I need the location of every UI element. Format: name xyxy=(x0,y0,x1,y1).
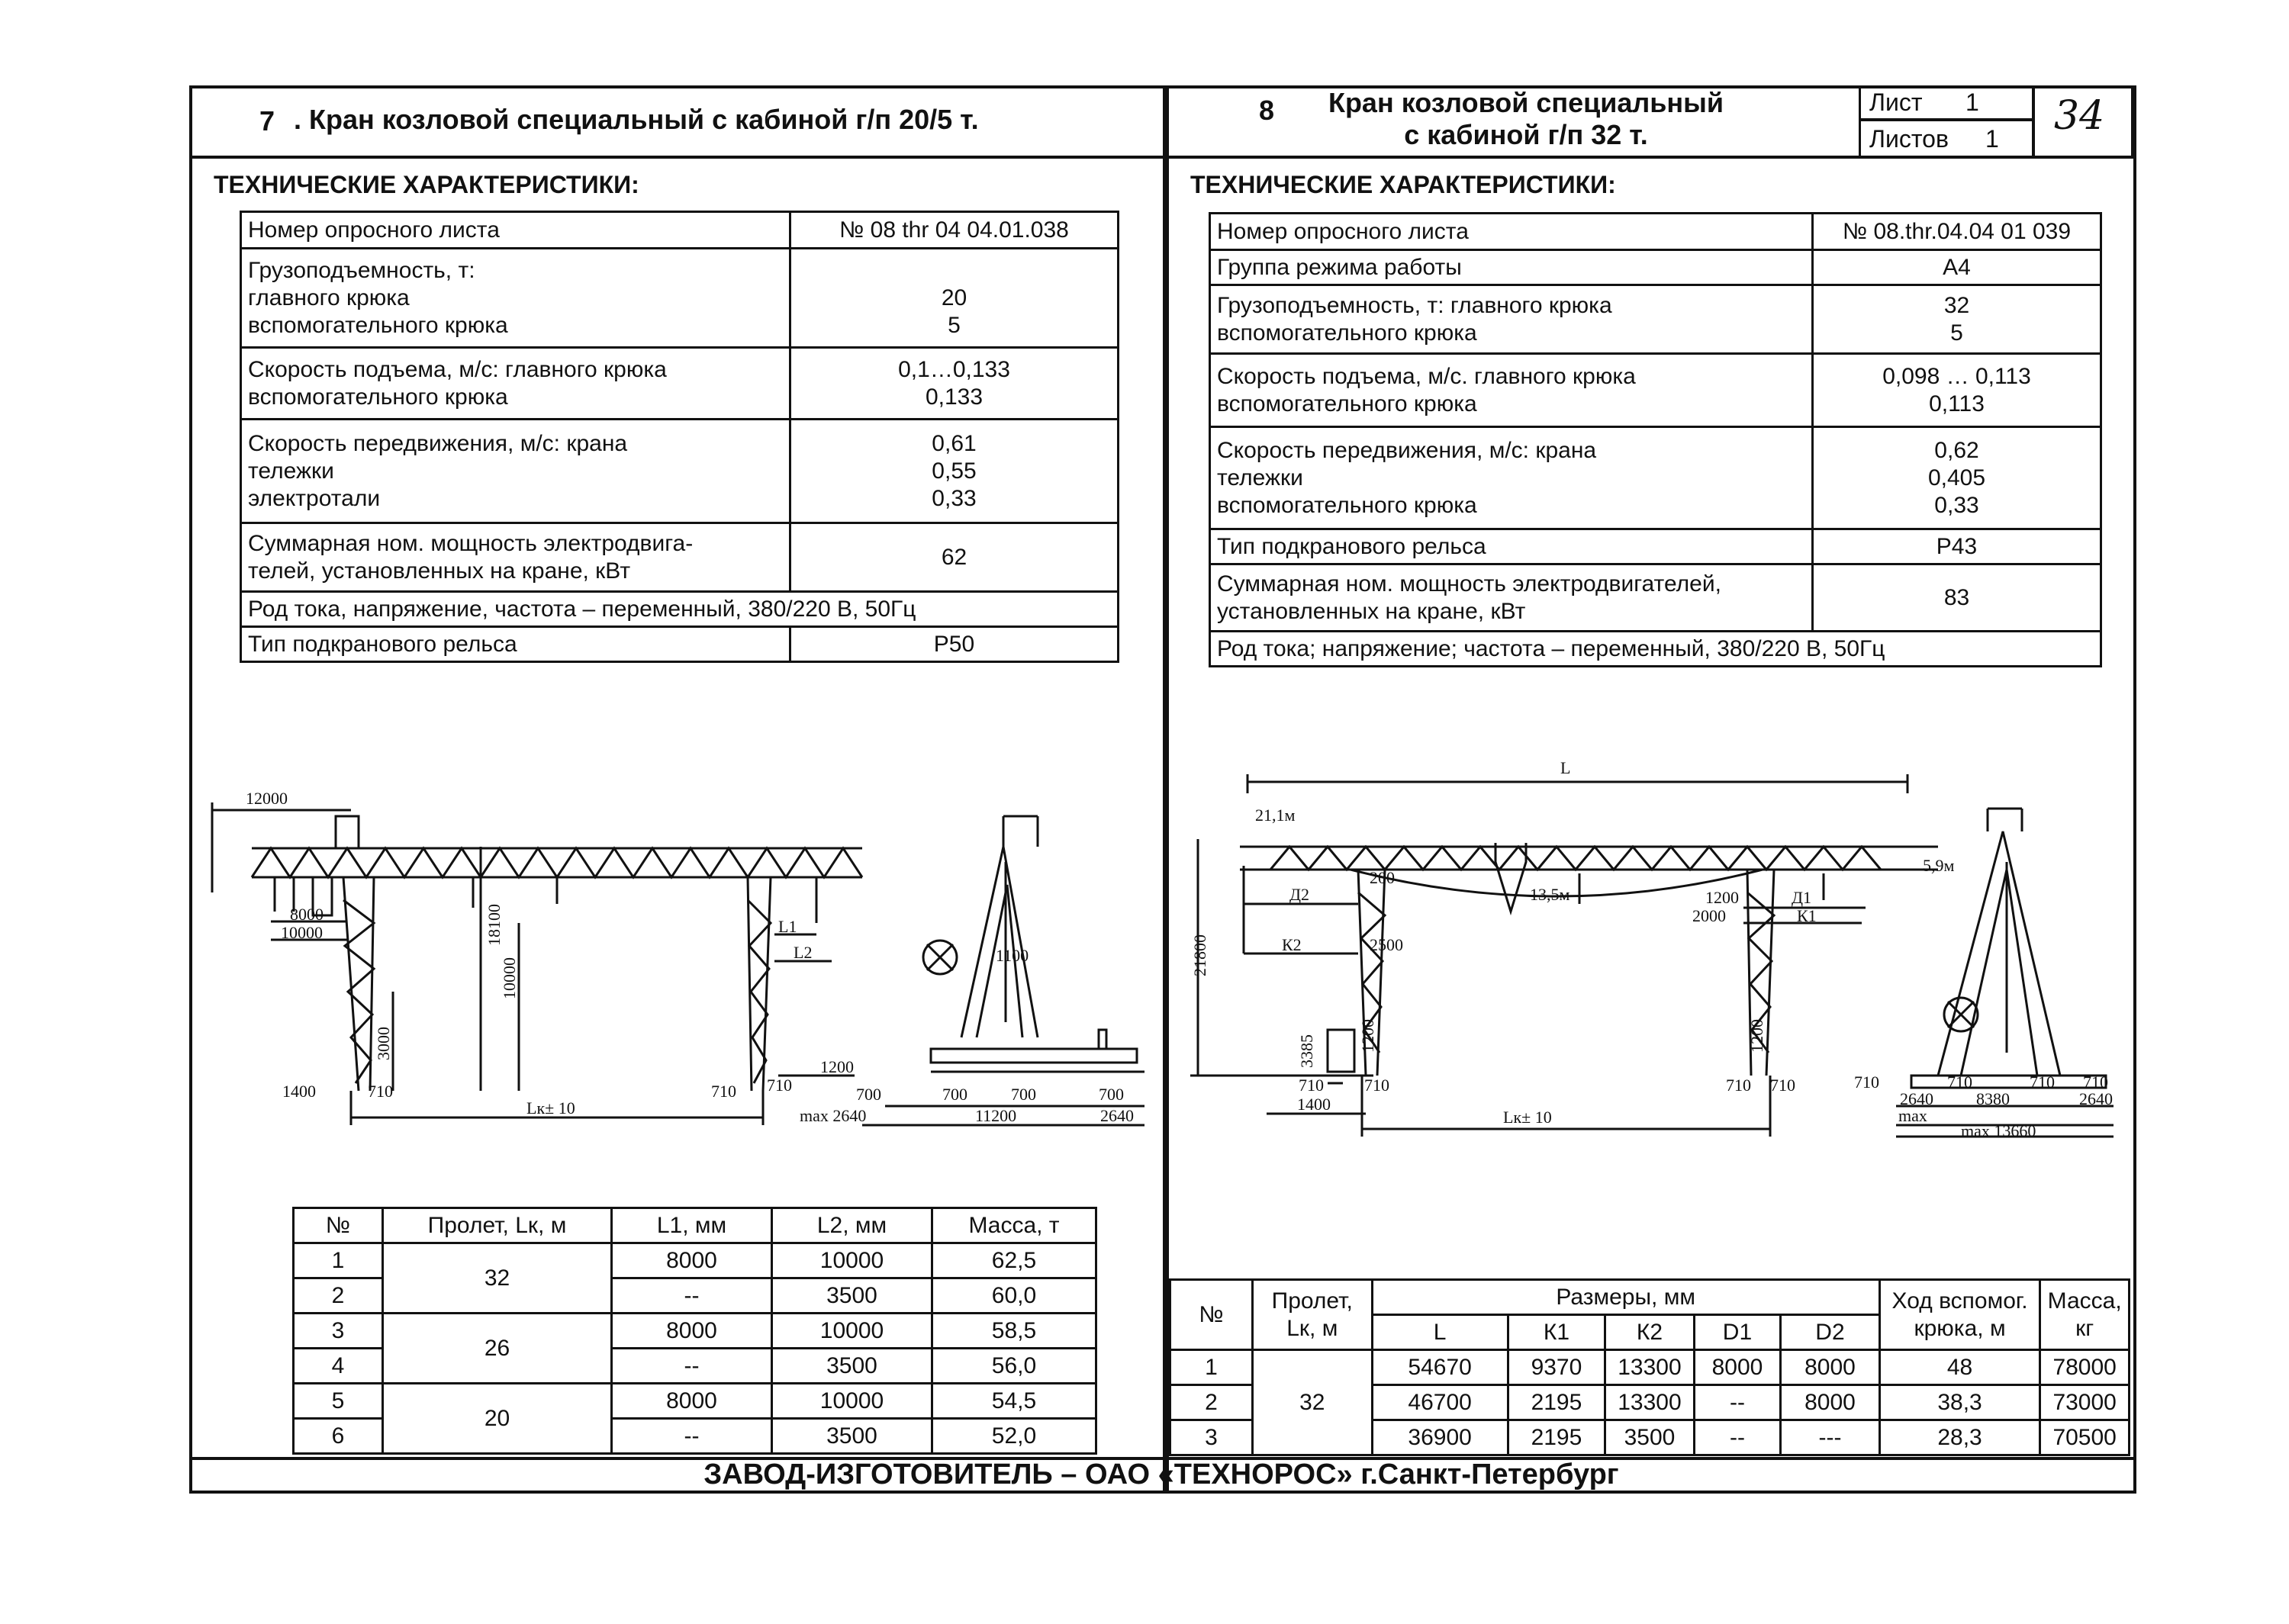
table-subheader: L xyxy=(1372,1315,1508,1350)
dim-label: 700 xyxy=(1011,1085,1036,1104)
cell: 36900 xyxy=(1372,1420,1508,1455)
cell: 5 xyxy=(294,1384,383,1419)
spec-value: 0,098 … 0,113 0,113 xyxy=(1813,354,2101,427)
table-header: № xyxy=(294,1208,383,1243)
cell: 46700 xyxy=(1372,1385,1508,1420)
spec-value: 62 xyxy=(790,523,1119,592)
dim-label: max 13660 xyxy=(1961,1121,2036,1140)
spec-value: 83 xyxy=(1813,564,2101,632)
dim-label: L xyxy=(1560,758,1571,777)
dim-label: 11200 xyxy=(975,1106,1017,1125)
dim-label: 2500 xyxy=(1370,935,1403,954)
table-subheader: D1 xyxy=(1694,1315,1780,1350)
cell: 2 xyxy=(294,1278,383,1314)
cell: 78000 xyxy=(2040,1350,2130,1385)
spec-value: Р50 xyxy=(790,627,1119,662)
dim-label: 1200 xyxy=(820,1057,854,1076)
spec-label: Грузоподъемность, т: главного крюка вспомогательного крюка xyxy=(241,249,790,348)
table-header: Масса, кг xyxy=(2040,1280,2130,1350)
spec-label: Род тока; напряжение; частота – переменный, 380/220 В, 50Гц xyxy=(1210,632,2101,667)
spec-label: Суммарная ном. мощность электродвига- телей, установленных на кране, кВт xyxy=(241,523,790,592)
dim-label: 710 xyxy=(368,1082,393,1101)
dim-label: 700 xyxy=(1099,1085,1124,1104)
cell: -- xyxy=(612,1278,772,1314)
cell: 10000 xyxy=(772,1384,932,1419)
right-dimension-table xyxy=(1169,1278,2130,1456)
left-crane-drawing xyxy=(198,770,1160,1137)
cell: 3 xyxy=(1170,1420,1253,1455)
cell: 8000 xyxy=(612,1384,772,1419)
dim-label: 2640 xyxy=(1100,1106,1134,1125)
cell: 10000 xyxy=(772,1243,932,1278)
sheets-label: Листов xyxy=(1869,125,1949,153)
dim-label: 1400 xyxy=(1297,1095,1331,1114)
cell: 20 xyxy=(383,1384,612,1454)
right-title-line2: с кабиной г/п 32 т. xyxy=(1404,119,1648,150)
table-header: Пролет, Lк, м xyxy=(383,1208,612,1243)
cell: 13300 xyxy=(1605,1385,1695,1420)
table-subheader: D2 xyxy=(1781,1315,1880,1350)
dim-label: 1400 xyxy=(282,1082,316,1101)
cell: 58,5 xyxy=(932,1314,1096,1349)
spec-label: Тип подкранового рельса xyxy=(1210,529,1813,564)
cell: 56,0 xyxy=(932,1349,1096,1384)
spec-label: Грузоподъемность, т: главного крюка вспомогательного крюка xyxy=(1210,285,1813,354)
table-header: Пролет, Lк, м xyxy=(1252,1280,1372,1350)
spec-value: № 08.thr.04.04 01 039 xyxy=(1813,214,2101,250)
spec-label: Род тока, напряжение, частота – переменный, 380/220 В, 50Гц xyxy=(241,592,1119,627)
dim-label: 21,1м xyxy=(1255,806,1296,825)
cell: 3500 xyxy=(772,1349,932,1384)
spec-label: Скорость передвижения, м/с: крана тележки электротали xyxy=(241,420,790,523)
dim-label: 8000 xyxy=(290,905,324,924)
cell: 3 xyxy=(294,1314,383,1349)
table-subheader: К2 xyxy=(1605,1315,1695,1350)
dim-label: К1 xyxy=(1797,906,1817,925)
spec-label: Скорость подъема, м/с: главного крюка вспомогательного крюка xyxy=(241,348,790,420)
sheets-value: 1 xyxy=(1985,125,1999,153)
dim-label: max 2640 xyxy=(800,1106,867,1125)
cell: -- xyxy=(1694,1420,1780,1455)
cell: 13300 xyxy=(1605,1350,1695,1385)
cell: -- xyxy=(1694,1385,1780,1420)
dim-label: 710 xyxy=(1947,1072,1972,1092)
dim-label: 5,9м xyxy=(1923,856,1955,875)
dim-label: 13,5м xyxy=(1530,885,1570,904)
dim-label: Lк± 10 xyxy=(526,1098,575,1118)
cell: 70500 xyxy=(2040,1420,2130,1455)
dim-label: 710 xyxy=(1854,1072,1879,1092)
dim-label: 10000 xyxy=(281,923,323,942)
spec-value: 0,61 0,55 0,33 xyxy=(790,420,1119,523)
cell: 2 xyxy=(1170,1385,1253,1420)
dim-label: Д1 xyxy=(1792,888,1812,907)
right-title-line1: Кран козловой специальный xyxy=(1328,87,1724,118)
cell: 4 xyxy=(294,1349,383,1384)
dim-label: 710 xyxy=(2030,1072,2055,1092)
dim-label: 710 xyxy=(1299,1076,1324,1095)
cell: 3500 xyxy=(772,1278,932,1314)
dim-label: 710 xyxy=(1770,1076,1795,1095)
left-dimension-table xyxy=(292,1207,1097,1455)
dim-label: 710 xyxy=(711,1082,736,1101)
dim-label: К2 xyxy=(1282,935,1302,954)
cell: 1 xyxy=(1170,1350,1253,1385)
sheet-value: 1 xyxy=(1965,88,1979,116)
left-number: 7 xyxy=(259,105,275,137)
spec-value: Р43 xyxy=(1813,529,2101,564)
cell: 28,3 xyxy=(1879,1420,2040,1455)
table-header: Размеры, мм xyxy=(1372,1280,1879,1315)
left-spec-heading: ТЕХНИЧЕСКИЕ ХАРАКТЕРИСТИКИ: xyxy=(214,171,639,198)
dim-label: 10000 xyxy=(500,957,519,999)
cell: -- xyxy=(612,1419,772,1454)
dim-label: 3000 xyxy=(374,1027,393,1060)
dim-label: 710 xyxy=(767,1076,792,1095)
dim-label: 710 xyxy=(1726,1076,1751,1095)
dim-label: 700 xyxy=(856,1085,881,1104)
dim-label: 710 xyxy=(2083,1072,2108,1092)
cell: 38,3 xyxy=(1879,1385,2040,1420)
page-number: 34 xyxy=(2054,93,2105,139)
dim-label: 1100 xyxy=(996,946,1029,965)
spec-value: 0,1…0,133 0,133 xyxy=(790,348,1119,420)
right-number: 8 xyxy=(1259,95,1275,126)
dim-label: 1200 xyxy=(1705,888,1739,907)
cell: 8000 xyxy=(612,1314,772,1349)
dim-label: 2640 xyxy=(1900,1089,1933,1108)
dim-label: 2640 xyxy=(2079,1089,2113,1108)
spec-label: Суммарная ном. мощность электродвигателей, установленных на кране, кВт xyxy=(1210,564,1813,632)
dim-label: 200 xyxy=(1370,868,1395,887)
dim-label: 1200 xyxy=(1358,1019,1377,1053)
spec-label: Номер опросного листа xyxy=(1210,214,1813,250)
table-subheader: К1 xyxy=(1508,1315,1605,1350)
spec-value: 0,62 0,405 0,33 xyxy=(1813,427,2101,529)
left-title-divider xyxy=(189,156,1166,159)
cell: 26 xyxy=(383,1314,612,1384)
table-row xyxy=(294,1243,1096,1278)
spec-label: Группа режима работы xyxy=(1210,250,1813,285)
dim-label: Lк± 10 xyxy=(1503,1108,1552,1127)
table-row xyxy=(294,1314,1096,1349)
table-header: № xyxy=(1170,1280,1253,1350)
right-spec-heading: ТЕХНИЧЕСКИЕ ХАРАКТЕРИСТИКИ: xyxy=(1190,171,1616,198)
dim-label: max xyxy=(1898,1106,1927,1125)
cell: 8000 xyxy=(1781,1350,1880,1385)
table-header: L2, мм xyxy=(772,1208,932,1243)
left-title: . Кран козловой специальный с кабиной г/п 20/5 т. xyxy=(294,104,979,135)
cell: 6 xyxy=(294,1419,383,1454)
dim-label: 18100 xyxy=(485,904,504,946)
cell: 60,0 xyxy=(932,1278,1096,1314)
sheet-label: Лист xyxy=(1869,88,1923,116)
manufacturer-footer: ЗАВОД-ИЗГОТОВИТЕЛЬ – ОАО «ТЕХНОРОС» г.Санкт-Петербург xyxy=(703,1458,1619,1491)
right-spec-table xyxy=(1209,212,2102,667)
spec-label: Тип подкранового рельса xyxy=(241,627,790,662)
cell: 8000 xyxy=(1694,1350,1780,1385)
dim-label: 12000 xyxy=(246,789,288,808)
spec-label: Скорость подъема, м/с. главного крюка вспомогательного крюка xyxy=(1210,354,1813,427)
cell: 32 xyxy=(383,1243,612,1314)
cell: 3500 xyxy=(1605,1420,1695,1455)
spec-value: № 08 thr 04 04.01.038 xyxy=(790,212,1119,249)
left-spec-table xyxy=(240,211,1119,663)
cell: 54670 xyxy=(1372,1350,1508,1385)
spec-value: 20 5 xyxy=(790,249,1119,348)
table-header: Масса, т xyxy=(932,1208,1096,1243)
sheet-box xyxy=(1859,85,2133,159)
cell: --- xyxy=(1781,1420,1880,1455)
table-row xyxy=(294,1384,1096,1419)
table-header: Ход вспомог. крюка, м xyxy=(1879,1280,2040,1350)
dim-label: 8380 xyxy=(1976,1089,2010,1108)
table-row xyxy=(1170,1350,2130,1385)
cell: 52,0 xyxy=(932,1419,1096,1454)
cell: 32 xyxy=(1252,1350,1372,1455)
dim-label: L2 xyxy=(794,943,813,962)
spec-value: А4 xyxy=(1813,250,2101,285)
dim-label: 710 xyxy=(1364,1076,1389,1095)
right-crane-drawing xyxy=(1175,748,2129,1152)
cell: 1 xyxy=(294,1243,383,1278)
dim-label: 700 xyxy=(942,1085,967,1104)
cell: 8000 xyxy=(612,1243,772,1278)
dim-label: L1 xyxy=(778,917,797,936)
cell: 62,5 xyxy=(932,1243,1096,1278)
spec-value: 32 5 xyxy=(1813,285,2101,354)
table-header: L1, мм xyxy=(612,1208,772,1243)
cell: 10000 xyxy=(772,1314,932,1349)
cell: 54,5 xyxy=(932,1384,1096,1419)
cell: 73000 xyxy=(2040,1385,2130,1420)
cell: 8000 xyxy=(1781,1385,1880,1420)
dim-label: 3385 xyxy=(1297,1034,1316,1068)
cell: -- xyxy=(612,1349,772,1384)
dim-label: 21800 xyxy=(1190,934,1209,976)
spec-label: Скорость передвижения, м/с: крана тележки вспомогательного крюка xyxy=(1210,427,1813,529)
dim-label: Д2 xyxy=(1289,885,1310,904)
cell: 2195 xyxy=(1508,1420,1605,1455)
cell: 9370 xyxy=(1508,1350,1605,1385)
cell: 3500 xyxy=(772,1419,932,1454)
cell: 48 xyxy=(1879,1350,2040,1385)
cell: 2195 xyxy=(1508,1385,1605,1420)
spec-label: Номер опросного листа xyxy=(241,212,790,249)
dim-label: 1200 xyxy=(1747,1019,1766,1053)
dim-label: 2000 xyxy=(1692,906,1726,925)
